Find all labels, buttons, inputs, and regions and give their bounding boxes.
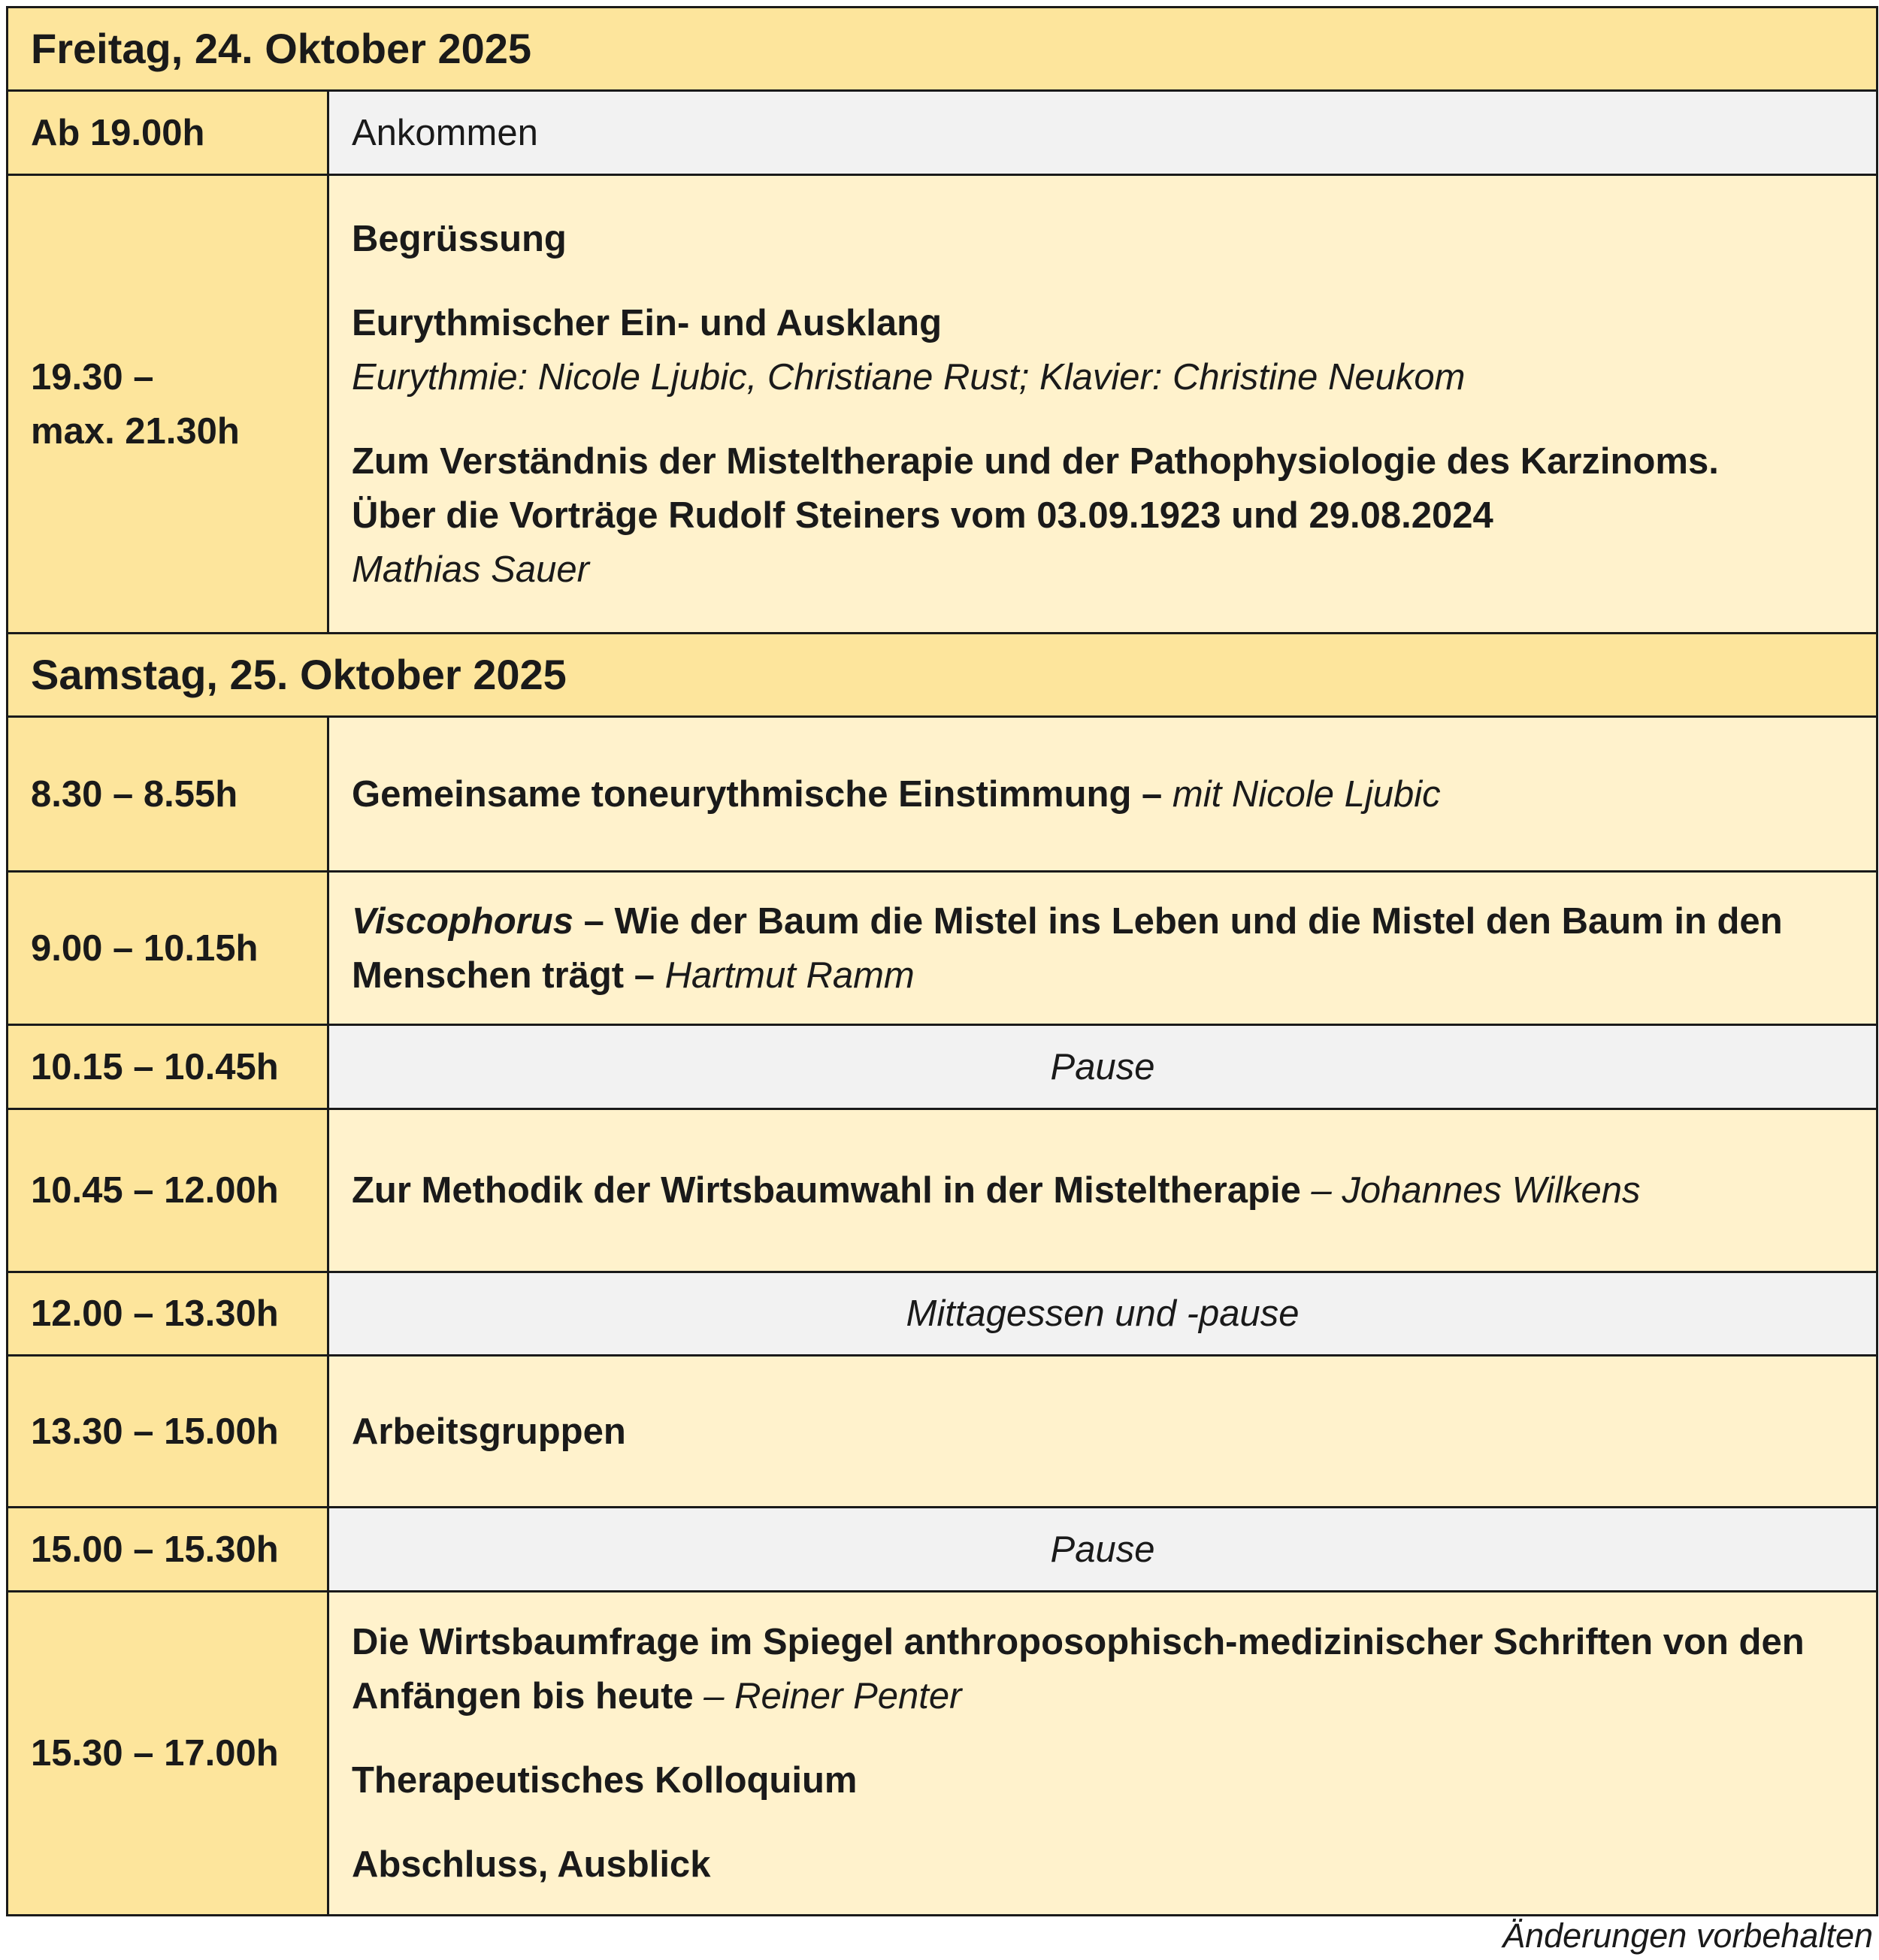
event-talk [352, 1615, 1853, 1723]
time-cell: 10.45 – 12.00h [8, 1109, 328, 1272]
schedule-row [8, 1109, 1877, 1272]
schedule-row [8, 717, 1877, 872]
spacer [352, 1807, 1853, 1838]
time-cell: 12.00 – 13.30h [8, 1272, 328, 1356]
event-title: Zur Methodik der Wirtsbaumwahl in der Misteltherapie [352, 1170, 1301, 1211]
spacer [352, 266, 1853, 296]
event-cell [328, 1109, 1877, 1272]
event-closing: Abschluss, Ausblick [352, 1844, 711, 1885]
event-title-italic: Viscophorus [352, 900, 573, 942]
schedule-row-break [8, 1508, 1877, 1592]
time-cell: 8.30 – 8.55h [8, 717, 328, 872]
event-cell: Ankommen [328, 91, 1877, 175]
schedule-row [8, 1592, 1877, 1916]
event-title: Arbeitsgruppen [352, 1411, 626, 1452]
event-cell [328, 717, 1877, 872]
break-cell: Pause [328, 1025, 1877, 1109]
schedule-row-break [8, 1272, 1877, 1356]
schedule-row-break [8, 1025, 1877, 1109]
event-cell [328, 872, 1877, 1025]
day-title: Samstag, 25. Oktober 2025 [8, 634, 1877, 717]
event-talk-title-line2: Über die Vorträge Rudolf Steiners vom 03.09.1923 und 29.08.2024 [352, 495, 1493, 536]
event-eurythmy-title: Eurythmischer Ein- und Ausklang [352, 302, 943, 343]
event-title: Gemeinsame toneurythmische Einstimmung – [352, 773, 1163, 815]
event-greeting: Begrüssung [352, 218, 567, 259]
time-cell: 15.30 – 17.00h [8, 1592, 328, 1916]
spacer [352, 404, 1853, 434]
time-end: max. 21.30h [31, 410, 240, 452]
footer-note: Änderungen vorbehalten [1502, 1916, 1873, 1955]
schedule-row [8, 91, 1877, 175]
day-header-saturday [8, 634, 1877, 717]
event-talk-title-line1: Zum Verständnis der Misteltherapie und der Pathophysiologie des Karzinoms. [352, 440, 1719, 482]
event-cell [328, 175, 1877, 634]
break-cell: Mittagessen und -pause [328, 1272, 1877, 1356]
event-speaker: – Reiner Penter [693, 1676, 962, 1717]
schedule-row [8, 1356, 1877, 1508]
spacer [352, 1723, 1853, 1753]
schedule-row [8, 175, 1877, 634]
event-speaker: Hartmut Ramm [654, 954, 915, 996]
time-cell: Ab 19.00h [8, 91, 328, 175]
event-speaker: Mathias Sauer [352, 549, 589, 590]
time-cell [8, 175, 328, 634]
event-speaker: mit Nicole Ljubic [1162, 773, 1441, 815]
time-cell: 13.30 – 15.00h [8, 1356, 328, 1508]
day-header-friday [8, 8, 1877, 91]
event-title: – Wie der Baum die Mistel ins Leben und die Mistel den Baum in den Menschen trägt – [352, 900, 1783, 996]
event-speaker: – Johannes Wilkens [1300, 1170, 1641, 1211]
program-schedule [6, 6, 1876, 1916]
break-cell: Pause [328, 1508, 1877, 1592]
event-cell [328, 1592, 1877, 1916]
event-cell [328, 1356, 1877, 1508]
day-title: Freitag, 24. Oktober 2025 [8, 8, 1877, 91]
schedule-table [6, 6, 1878, 1916]
time-cell: 9.00 – 10.15h [8, 872, 328, 1025]
schedule-row [8, 872, 1877, 1025]
time-cell: 10.15 – 10.45h [8, 1025, 328, 1109]
event-title: Die Wirtsbaumfrage im Spiegel anthroposophisch-medizinischer Schriften von den Anfängen bis heute [352, 1622, 1805, 1717]
time-start: 19.30 – [31, 356, 154, 398]
time-cell: 15.00 – 15.30h [8, 1508, 328, 1592]
event-eurythmy-people: Eurythmie: Nicole Ljubic, Christiane Rust; Klavier: Christine Neukom [352, 356, 1466, 398]
event-colloquium: Therapeutisches Kolloquium [352, 1760, 858, 1801]
